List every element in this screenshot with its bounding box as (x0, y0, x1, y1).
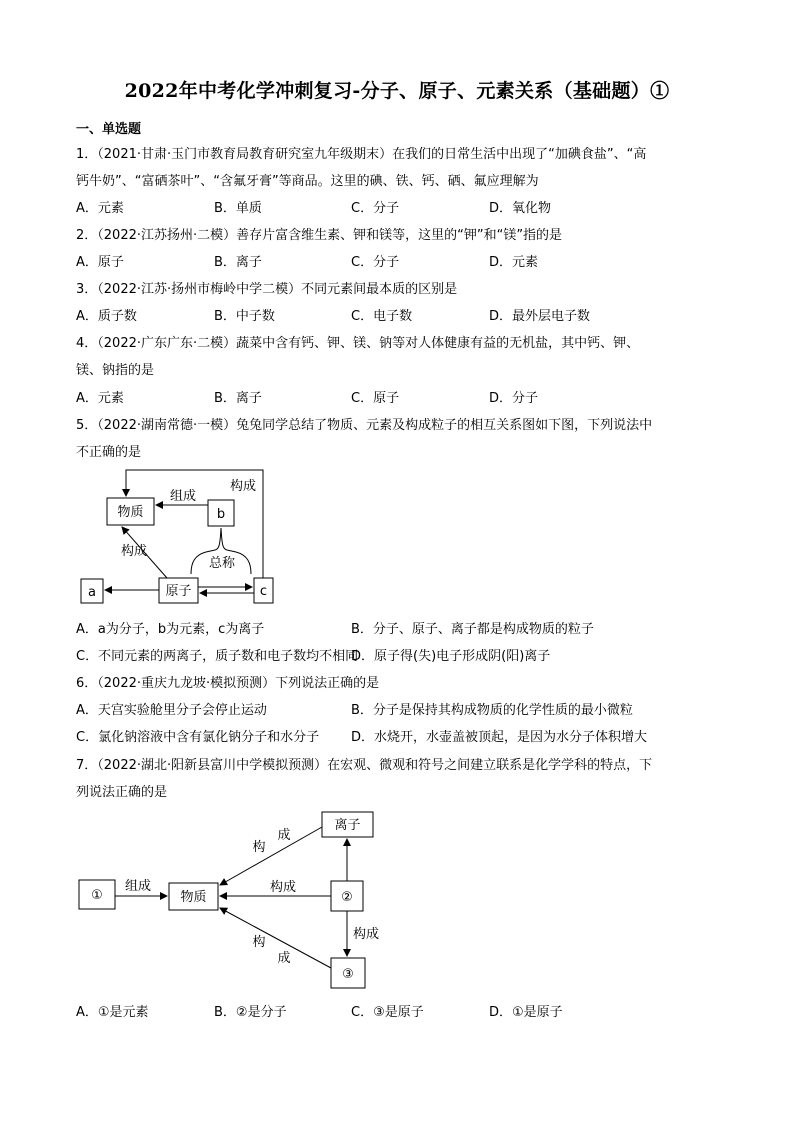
q2-option-d[interactable]: D．元素 (489, 255, 539, 270)
q7-box-matter-label: 物质 (180, 890, 207, 905)
q7-box-ion-label: 离子 (334, 818, 361, 833)
q1-option-a[interactable]: A．元素 (76, 201, 124, 216)
q7-stem-line1: 7．（2022·湖北·阳新县富川中学模拟预测）在宏观、微观和符号之间建立联系是化学学科的特点，下 (76, 758, 653, 773)
q4-option-d[interactable]: D．分子 (489, 391, 539, 406)
q2-option-b[interactable]: B．离子 (214, 255, 262, 270)
q7-arrow-ion-to-matter (220, 827, 322, 885)
q7-box-3-label: ③ (342, 967, 354, 982)
q7-option-a[interactable]: A．①是元素 (76, 1005, 149, 1020)
q4-option-b[interactable]: B．离子 (214, 391, 262, 406)
q2-option-c[interactable]: C．分子 (351, 255, 400, 270)
q6-option-b[interactable]: B．分子是保持其构成物质的化学性质的最小微粒 (351, 703, 633, 718)
q5-label-compose: 组成 (169, 489, 197, 504)
q7-option-b[interactable]: B．②是分子 (214, 1005, 287, 1020)
q7-arrow-3-to-matter (220, 908, 331, 968)
q4-option-a[interactable]: A．元素 (76, 391, 124, 406)
q4-stem-line1: 4．（2022·广东广东·二模）蔬菜中含有钙、钾、镁、钠等对人体健康有益的无机盐，其中钙、钾、 (76, 336, 640, 351)
q5-stem-line2: 不正确的是 (76, 445, 142, 460)
q6-stem-line1: 6．（2022·重庆九龙坡·模拟预测）下列说法正确的是 (76, 676, 380, 691)
q7-label-constitute-mid: 构成 (269, 880, 297, 895)
q3-option-d[interactable]: D．最外层电子数 (489, 309, 591, 324)
q5-diagram (81, 470, 273, 603)
q7-stem-line2: 列说法正确的是 (76, 785, 168, 800)
q1-stem-line2: 钙牛奶”、“富硒茶叶”、“含氟牙膏”等商品。这里的碘、铁、钙、硒、氟应理解为 (76, 174, 539, 189)
q5-option-c[interactable]: C．不同元素的两离子，质子数和电子数均不相同 (76, 649, 359, 664)
q6-option-d[interactable]: D．水烧开，水壶盖被顶起，是因为水分子体积增大 (351, 730, 648, 745)
q3-option-b[interactable]: B．中子数 (214, 309, 275, 324)
q7-label-cheng-bottom: 成 (277, 951, 291, 966)
q3-stem-line1: 3．（2022·江苏·扬州市梅岭中学二模）不同元素间最本质的区别是 (76, 282, 458, 297)
q5-label-general: 总称 (208, 556, 236, 571)
q6-option-c[interactable]: C．氯化钠溶液中含有氯化钠分子和水分子 (76, 730, 320, 745)
q7-label-gou-top: 构 (252, 840, 266, 855)
q3-option-a[interactable]: A．质子数 (76, 309, 137, 324)
page-title: 2022年中考化学冲刺复习-分子、原子、元素关系（基础题）① (124, 80, 670, 102)
q7-diagram (79, 812, 379, 988)
q5-box-b-label: b (216, 507, 226, 522)
q4-option-c[interactable]: C．原子 (351, 391, 400, 406)
q7-label-constitute-down: 构成 (352, 927, 380, 942)
q5-box-c-label: c (259, 584, 268, 599)
q1-stem-line1: 1．（2021·甘肃·玉门市教育局教育研究室九年级期末）在我们的日常生活中出现了“加碘食盐”、“高 (76, 147, 647, 162)
q7-label-compose: 组成 (124, 879, 152, 894)
q5-option-b[interactable]: B．分子、原子、离子都是构成物质的粒子 (351, 622, 594, 637)
q7-box-1-label: ① (91, 888, 103, 903)
q5-box-a-label: a (88, 585, 96, 600)
q5-box-atom-label: 原子 (165, 584, 192, 599)
q5-label-constitute-left: 构成 (120, 544, 148, 559)
q5-label-constitute-top: 构成 (229, 479, 257, 494)
q5-stem-line1: 5．（2022·湖南常德·一模）兔兔同学总结了物质、元素及构成粒子的相互关系图如下图，下列说法中 (76, 418, 653, 433)
q2-stem-line1: 2．（2022·江苏扬州·二模）善存片富含维生素、钾和镁等，这里的“钾”和“镁”指的是 (76, 228, 563, 243)
q2-option-a[interactable]: A．原子 (76, 255, 124, 270)
q5-option-a[interactable]: A．a为分子，b为元素，c为离子 (76, 622, 265, 637)
q3-option-c[interactable]: C．电子数 (351, 309, 413, 324)
q7-box-2-label: ② (341, 890, 353, 905)
q7-option-d[interactable]: D．①是原子 (489, 1005, 563, 1020)
q1-option-d[interactable]: D．氧化物 (489, 201, 552, 216)
q5-option-d[interactable]: D．原子得(失)电子形成阴(阳)离子 (351, 649, 551, 664)
q4-stem-line2: 镁、钠指的是 (76, 363, 155, 378)
q7-label-gou-bottom: 构 (252, 935, 266, 950)
q1-option-b[interactable]: B．单质 (214, 201, 262, 216)
section-heading: 一、单选题 (76, 122, 142, 137)
q1-option-c[interactable]: C．分子 (351, 201, 400, 216)
q7-option-c[interactable]: C．③是原子 (351, 1005, 424, 1020)
q7-label-cheng-top: 成 (277, 828, 291, 843)
q5-box-matter-label: 物质 (117, 505, 144, 520)
q6-option-a[interactable]: A．天宫实验舱里分子会停止运动 (76, 703, 267, 718)
